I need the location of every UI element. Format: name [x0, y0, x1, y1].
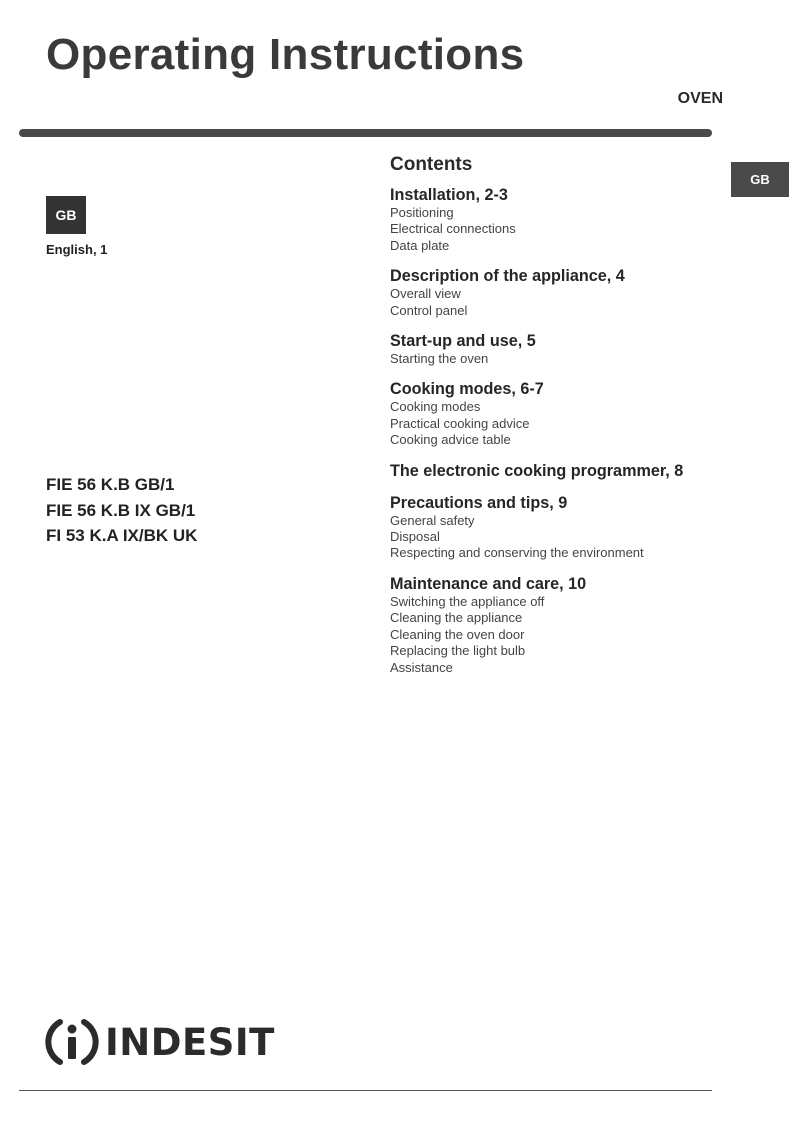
toc-item: Cleaning the appliance — [390, 610, 523, 626]
toc-section-title: Precautions and tips, 9 — [390, 493, 568, 512]
toc-section-title: Start-up and use, 5 — [390, 332, 536, 351]
toc-item: Disposal — [390, 529, 440, 545]
toc-item: Starting the oven — [390, 351, 489, 367]
toc-item: Cooking advice table — [390, 432, 511, 448]
brand-wordmark: INDESIT — [105, 1020, 275, 1064]
toc-section-title: The electronic cooking programmer, 8 — [390, 461, 684, 480]
toc-section-installation — [390, 186, 720, 254]
toc-section-title: Maintenance and care, 10 — [390, 574, 587, 593]
toc-item: Control panel — [390, 302, 468, 318]
toc-item: Cleaning the oven door — [390, 626, 525, 642]
toc-section-maintenance — [390, 575, 720, 676]
toc-section-title: Description of the appliance, 4 — [390, 267, 625, 286]
model-list — [46, 472, 197, 549]
toc-item: Switching the appliance off — [390, 593, 545, 609]
language-entry: English, 1 — [46, 242, 108, 257]
table-of-contents — [390, 154, 720, 689]
toc-section-cooking-modes — [390, 380, 720, 448]
indesit-i-circle-icon — [44, 1014, 100, 1070]
language-badge: GB — [46, 196, 86, 234]
toc-item: Overall view — [390, 286, 461, 302]
footer-divider — [19, 1090, 712, 1091]
toc-item: Replacing the light bulb — [390, 643, 526, 659]
toc-item: Practical cooking advice — [390, 415, 530, 431]
model-item: FIE 56 K.B GB/1 — [46, 475, 175, 494]
toc-section-startup — [390, 332, 720, 367]
language-side-tab: GB — [731, 162, 789, 197]
toc-item: Data plate — [390, 237, 450, 253]
contents-heading: Contents — [390, 154, 473, 175]
toc-item: Assistance — [390, 659, 453, 675]
model-item: FIE 56 K.B IX GB/1 — [46, 500, 196, 520]
toc-section-description — [390, 267, 720, 319]
toc-section-title: Installation, 2-3 — [390, 186, 508, 204]
toc-item: Positioning — [390, 205, 454, 220]
toc-item: Cooking modes — [390, 399, 481, 415]
toc-section-title: Cooking modes, 6-7 — [390, 380, 544, 399]
product-label: OVEN — [677, 90, 723, 107]
toc-item: General safety — [390, 512, 475, 528]
toc-item: Electrical connections — [390, 221, 516, 237]
page-title: Operating Instructions — [46, 30, 525, 79]
toc-section-precautions — [390, 494, 720, 562]
brand-logo — [44, 1014, 275, 1070]
toc-section-programmer — [390, 462, 720, 481]
toc-item: Respecting and conserving the environment — [390, 545, 644, 561]
header-divider — [19, 129, 712, 137]
model-item: FI 53 K.A IX/BK UK — [46, 526, 198, 545]
